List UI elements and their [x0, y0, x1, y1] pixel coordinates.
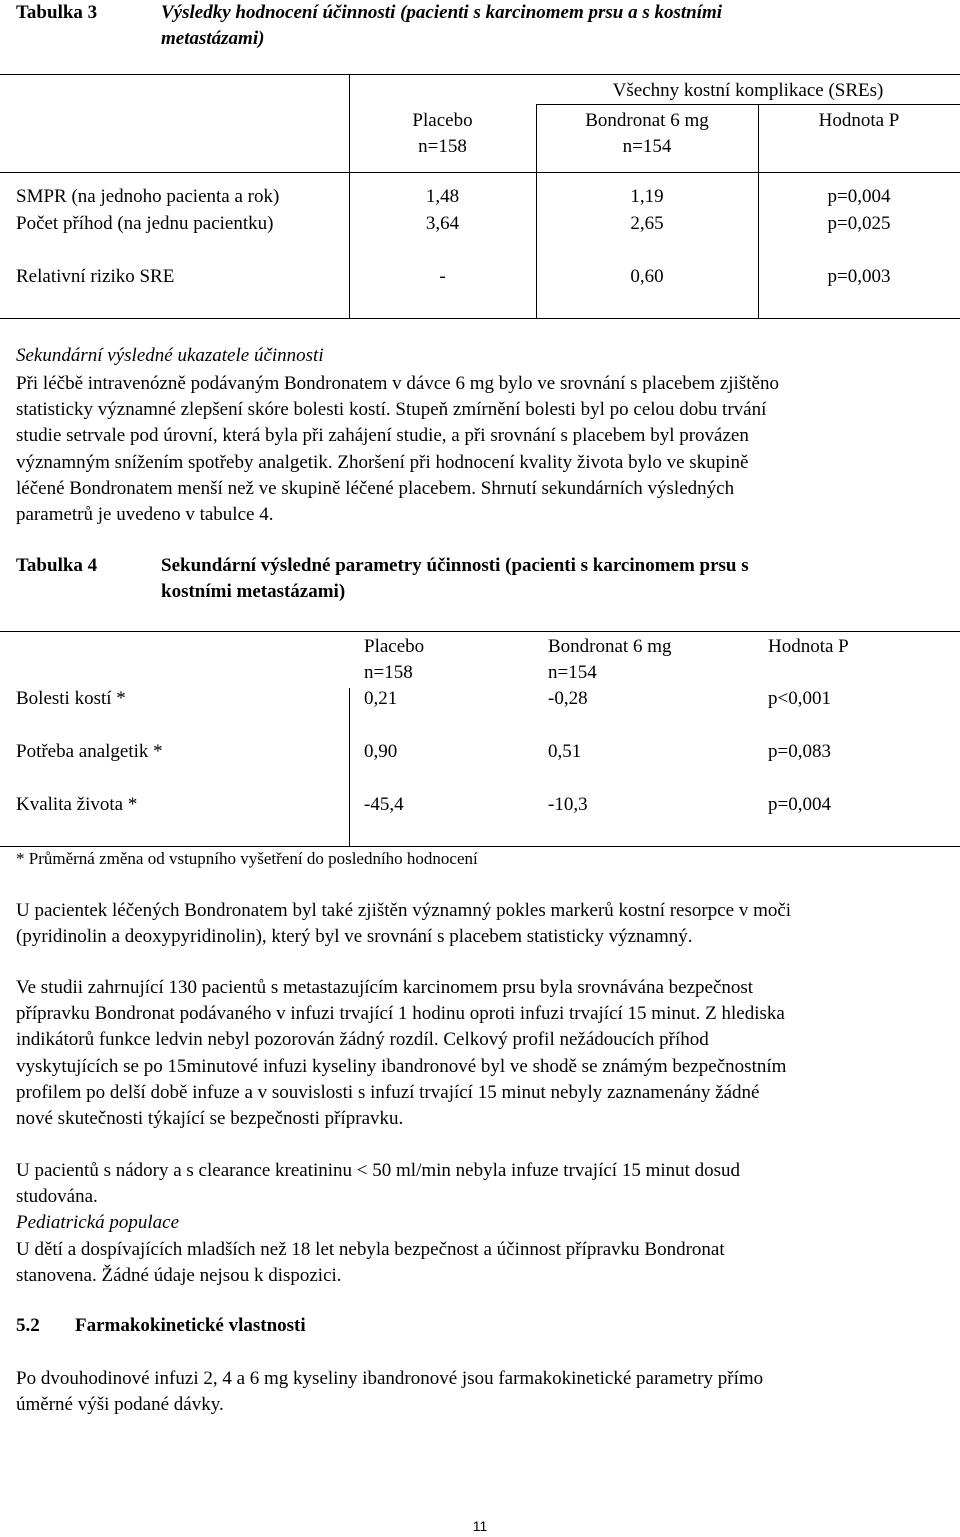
table3-cell: 1,19	[630, 186, 664, 207]
table3-cell: 3,64	[425, 213, 460, 234]
table3-col-header-bondronat: Bondronat 6 mg n=154	[585, 110, 709, 157]
table4-col-header-p: Hodnota P	[768, 636, 849, 657]
table4-top-rule	[0, 631, 960, 632]
section-title: Farmakokinetické vlastnosti	[75, 1315, 306, 1336]
secondary-paragraph: Při léčbě intravenózně podávaným Bondronatem v dávce 6 mg bylo ve srovnání s placebem zjištěno statisticky významné zlepšení skóre bolesti kostí. Stupeň zmírnění bolesti byl po celou dobu trvání studie setrvale pod úrovní, která byla při zahájení studie, a při srovnání s placebem byl provázen významným snížením spotřeby analgetik. Zhoršení při hodnocení kvality života bylo ve skupině léčené Bondronatem menší než ve skupině léčené placebem. Shrnutí sekundárních výsledných parametrů je uvedeno v tabulce 4.	[16, 373, 779, 526]
table3-cell: 0,60	[630, 266, 664, 287]
table4-row-label: Kvalita života *	[16, 794, 138, 815]
table3-cell: p=0,025	[827, 213, 891, 234]
table4-col-header-placebo: Placebo n=158	[364, 636, 425, 683]
table3-row-label: Relativní riziko SRE	[16, 266, 175, 287]
section-number: 5.2	[16, 1315, 40, 1336]
table4-cell: p=0,004	[768, 794, 831, 815]
paragraph-safety: Ve studii zahrnující 130 pacientů s metastazujícím karcinomem prsu byla srovnávána bezpečnost přípravku Bondronat podávaného v infuzi trvající 1 hodinu oproti infuzi trvající 15 minut. Z hlediska indikátorů funkce ledvin nebyl pozorován žádný rozdíl. Celkový profil nežádoucích příhod vyskytujících se po 15minutové infuzi kyseliny ibandronové byl ve shodě se známým bezpečnostním profilem po delší době infuze a v souvislosti s infuzí trvající 15 minut nebyly zaznamenány žádné nové skutečnosti týkající se bezpečnosti přípravku.	[16, 977, 787, 1130]
table4-cell: -10,3	[548, 794, 588, 815]
table4-cell: p<0,001	[768, 688, 831, 709]
table3-row-label: SMPR (na jednoho pacienta a rok)	[16, 186, 280, 207]
table3-cell: p=0,003	[827, 266, 891, 287]
table3-col-header-placebo: Placebo n=158	[412, 110, 473, 157]
table4-row-label: Potřeba analgetik *	[16, 741, 163, 762]
table4-cell: -0,28	[548, 688, 588, 709]
table3-title-line2: metastázami)	[161, 28, 265, 49]
table3-cell: 2,65	[630, 213, 664, 234]
table3-group-header: Všechny kostní komplikace (SREs)	[612, 80, 884, 101]
table3-cell: p=0,004	[827, 186, 891, 207]
page-number: 11	[472, 1518, 488, 1534]
table3-header-rule	[0, 172, 960, 173]
table4-footnote: * Průměrná změna od vstupního vyšetření do posledního hodnocení	[16, 849, 478, 868]
table3-row-label: Počet příhod (na jednu pacientku)	[16, 213, 274, 234]
table4-cell: -45,4	[364, 794, 404, 815]
table3-bottom-rule	[0, 318, 960, 319]
table4-label: Tabulka 4	[16, 555, 98, 576]
table3-cell: -	[439, 266, 446, 287]
table4-cell: 0,21	[364, 688, 398, 709]
table4-cell: 0,90	[364, 741, 398, 762]
table3-label: Tabulka 3	[16, 2, 98, 23]
paragraph-pharmacokinetics: Po dvouhodinové infuzi 2, 4 a 6 mg kyseliny ibandronové jsou farmakokinetické parametry přímo úměrné výši podané dávky.	[16, 1368, 764, 1416]
table3-title-line1: Výsledky hodnocení účinnosti (pacienti s karcinomem prsu a s kostními	[161, 2, 723, 23]
table4-title-line1: Sekundární výsledné parametry účinnosti (pacienti s karcinomem prsu s	[161, 555, 749, 576]
table4-cell: 0,51	[548, 741, 582, 762]
table4-cell: p=0,083	[768, 741, 831, 762]
pediatric-heading: Pediatrická populace	[16, 1212, 180, 1234]
paragraph-renal: U pacientů s nádory a s clearance kreatininu < 50 ml/min nebyla infuze trvající 15 minut dosud studována. Pediatrická populace U dětí a dospívajících mladších než 18 let nebyla bezpečnost a účinnost přípravku Bondronat stanovena. Žádné údaje nejsou k dispozici.	[16, 1158, 946, 1289]
secondary-heading: Sekundární výsledné ukazatele účinnosti	[16, 345, 324, 366]
paragraph-markers: U pacientek léčených Bondronatem byl také zjištěn významný pokles markerů kostní resorpce v moči (pyridinolin a deoxypyridinolin), který byl ve srovnání s placebem statisticky významný.	[16, 900, 792, 948]
table4-row-label: Bolesti kostí *	[16, 688, 126, 709]
table4-title-line2: kostními metastázami)	[161, 581, 346, 602]
table4-bottom-rule	[0, 846, 960, 847]
table3-col-header-p: Hodnota P	[818, 110, 900, 131]
table3-top-rule	[0, 74, 960, 75]
table3-cell: 1,48	[425, 186, 460, 207]
table4-col-header-bondronat: Bondronat 6 mg n=154	[548, 636, 672, 683]
table3-group-rule	[536, 104, 960, 105]
table4-col-divider	[349, 688, 350, 846]
